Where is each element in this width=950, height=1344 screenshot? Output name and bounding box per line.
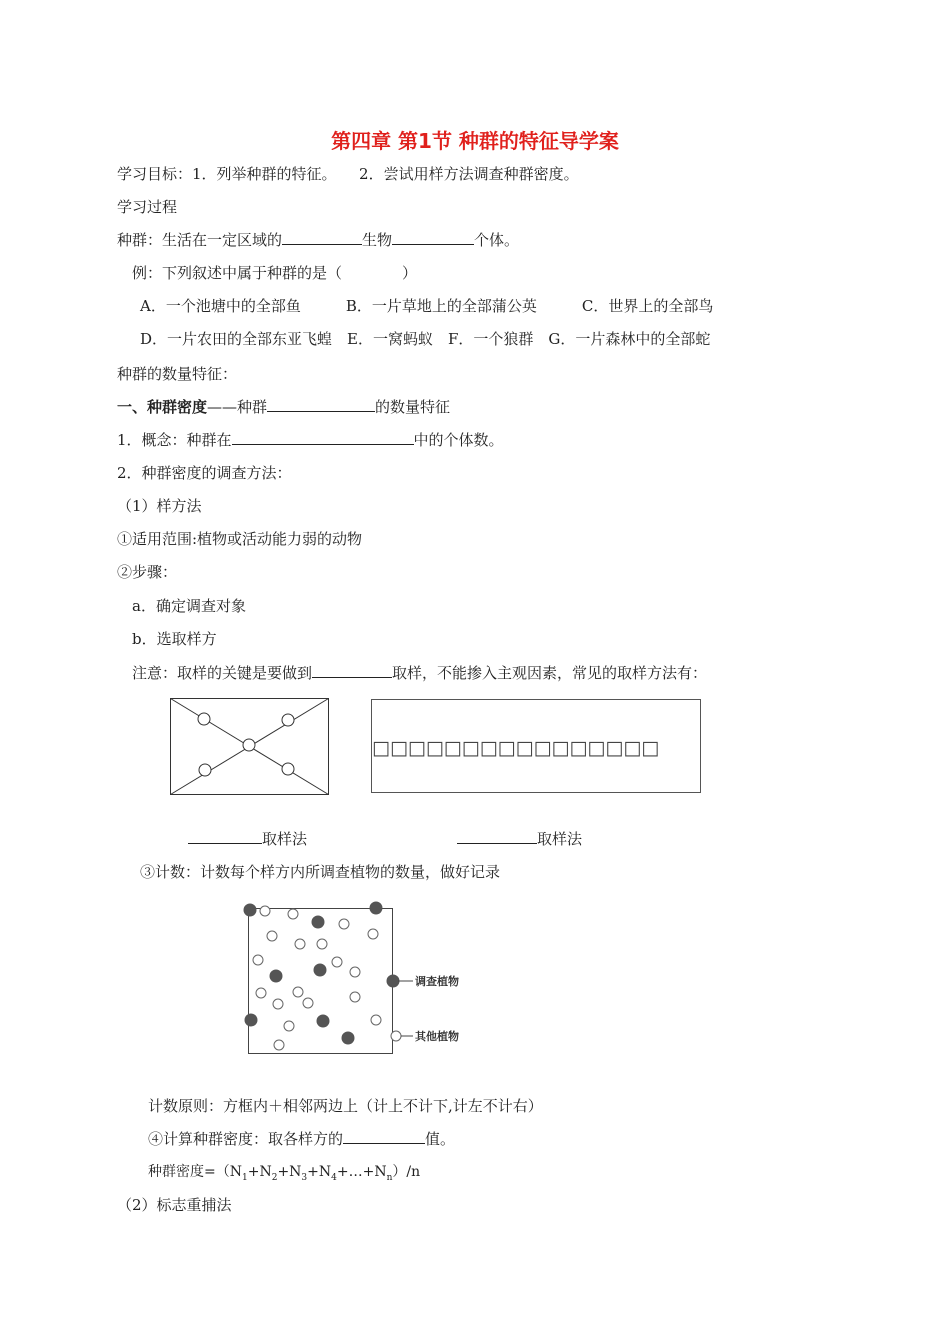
target-plant: [244, 904, 256, 916]
other-plant: [303, 998, 313, 1008]
other-plant: [284, 1021, 294, 1031]
page-title: 第四章 第1节 种群的特征导学案: [331, 129, 619, 153]
count-step: ③计数：计数每个样方内所调查植物的数量，做好记录: [140, 863, 501, 881]
target-plant: [342, 1032, 354, 1044]
count-rule: 计数原则：方框内＋相邻两边上（计上不计下,计左不计右）: [148, 1097, 543, 1115]
blank-average[interactable]: [343, 1129, 425, 1144]
other-plant: [350, 992, 360, 1002]
target-plant: [245, 1014, 257, 1026]
caption-right: 取样法: [457, 829, 582, 849]
quantity-heading: 种群的数量特征：: [117, 365, 238, 383]
other-plant: [332, 957, 342, 967]
method-title: 2．种群密度的调查方法：: [117, 464, 292, 482]
other-plant: [260, 906, 270, 916]
target-plant: [312, 916, 324, 928]
target-plant: [314, 964, 326, 976]
example-options-1: A．一个池塘中的全部鱼 B．一片草地上的全部蒲公英 C．世界上的全部鸟: [140, 297, 714, 315]
blank-random[interactable]: [312, 663, 392, 678]
sample-point: [282, 714, 294, 726]
quadrat-scope: ①适用范围:植物或活动能力弱的动物: [117, 530, 363, 548]
legend-other-marker: [391, 1031, 401, 1041]
other-plant: [339, 919, 349, 929]
other-plant: [368, 929, 378, 939]
other-plant: [273, 999, 283, 1009]
other-plant: [256, 988, 266, 998]
target-plant: [387, 975, 399, 987]
other-plant: [274, 1040, 284, 1050]
sample-point: [243, 739, 255, 751]
step-a: a．确定调查对象: [132, 597, 246, 615]
quadrat-heading: （1）样方法: [117, 497, 202, 515]
legend-target-label: 调查植物: [415, 975, 459, 988]
other-plant: [288, 909, 298, 919]
learning-process: 学习过程: [117, 198, 178, 216]
other-plant: [371, 1015, 381, 1025]
counting-diagram: [238, 896, 478, 1058]
other-plant: [350, 967, 360, 977]
concept-line: 1．概念：种群在 中的个体数。: [117, 431, 504, 449]
calc-density: ④计算种群密度：取各样方的 值。: [148, 1130, 456, 1148]
other-plant: [293, 987, 303, 997]
blank-method-right[interactable]: [457, 829, 537, 844]
target-plant: [370, 902, 382, 914]
sample-point: [199, 764, 211, 776]
sample-point: [282, 763, 294, 775]
blank-concept[interactable]: [232, 430, 414, 445]
blank-definition-1[interactable]: [282, 230, 362, 245]
density-formula: 种群密度$=(N_1+N_2+N_3+N_4+\dots+N_n)/n$: [148, 1164, 421, 1183]
blank-density[interactable]: [267, 397, 375, 412]
sampling-note: 注意：取样的关键是要做到 取样，不能掺入主观因素，常见的取样方法有：: [132, 664, 708, 682]
blank-definition-2[interactable]: [392, 230, 474, 245]
example-options-2: D．一片农田的全部东亚飞蝗 E．一窝蚂蚁 F．一个狼群 G．一片森林中的全部蛇: [140, 330, 711, 348]
other-plant: [267, 931, 277, 941]
quadrat-steps: ②步骤：: [117, 563, 178, 581]
caption-left: 取样法: [188, 829, 307, 849]
other-plant: [295, 939, 305, 949]
other-plant: [253, 955, 263, 965]
other-plant: [317, 939, 327, 949]
learning-objectives: 学习目标：1．列举种群的特征。 2．尝试用样方法调查种群密度。: [117, 165, 579, 183]
blank-method-left[interactable]: [188, 829, 262, 844]
section-density: 一、种群密度——种群 的数量特征: [117, 398, 451, 416]
equidistant-squares: □□□□□□□□□□□□□□□□: [372, 737, 660, 759]
legend-other-label: 其他植物: [415, 1030, 459, 1043]
five-point-sampling-diagram: [170, 698, 330, 796]
step-b: b．选取样方: [132, 630, 217, 648]
population-definition: 种群：生活在一定区域的 生物 个体。: [117, 231, 520, 249]
sample-point: [198, 713, 210, 725]
target-plant: [270, 970, 282, 982]
target-plant: [317, 1015, 329, 1027]
mark-recapture-heading: （2）标志重捕法: [117, 1196, 232, 1214]
example-question: 例：下列叙述中属于种群的是（ ）: [132, 264, 418, 282]
